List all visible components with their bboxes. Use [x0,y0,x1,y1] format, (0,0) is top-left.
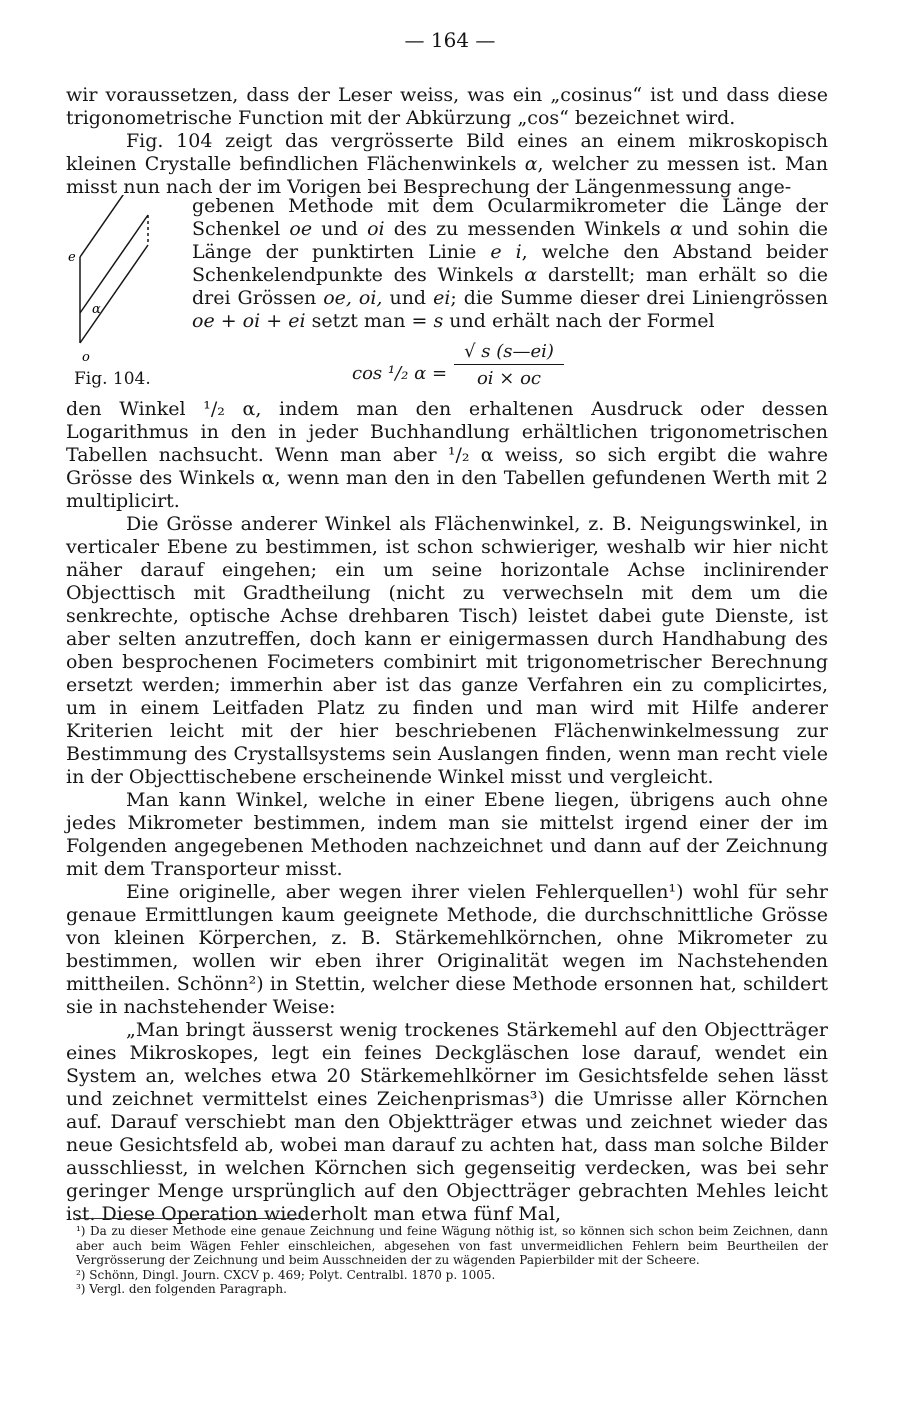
label-o: o [82,350,90,365]
text-block-main [66,398,828,1226]
paragraph: wir voraussetzen, dass der Leser weiss, was ein „cosinus“ ist und dass diese trigonometrische Function mit der Abkürzung „cos“ bezeichnet wird. [66,84,828,129]
figure-caption: Fig. 104. [74,369,151,389]
paragraph: Die Grösse anderer Winkel als Flächenwinkel, z. B. Neigungswinkel, in verticaler Ebene zu bestimmen, ist schon schwieriger, weshalb wir hier nicht näher darauf eingehen; ein um seine horizontale Achse inclinirender Objecttisch mit Gradtheilung (nicht zu verwechseln mit dem um die senkrechte, optische Achse drehbaren Tisch) leistet dabei gute Dienste, ist aber selten anzutreffen, doch kann er einigermassen durch Handhabung des oben besprochenen Focimeters combinirt mit trigonometrischer Berechnung ersetzt werden; immerhin aber ist das ganze Verfahren ein zu complicirtes, um in einem Leitfaden Platz zu finden und man wird mit Hilfe anderer Kriterien leicht mit der hier beschriebenen Flächenwinkelmessung zur Bestimmung des Crystallsystems sein Auslangen finden, wenn man recht viele in der Objecttischebene erscheinende Winkel misst und vergleicht. [66,513,828,788]
footnote-divider [76,1218,304,1219]
formula-lhs: cos ¹/₂ α = [352,363,448,384]
footnote: ³) Vergl. den folgenden Paragraph. [76,1282,287,1296]
paragraph: Man kann Winkel, welche in einer Ebene liegen, übrigens auch ohne jedes Mikrometer bestimmen, indem man sie mittelst irgend einer der im Folgenden angegebenen Methoden nachzeichnet und dann auf der Zeichnung mit dem Transporteur misst. [66,789,828,880]
figure-104-block [66,195,828,395]
label-alpha: α [92,302,101,317]
footnotes [76,1224,828,1297]
formula-fraction [454,341,564,389]
footnote: ²) Schönn, Dingl. Journ. CXCV p. 469; Polyt. Centralbl. 1870 p. 1005. [76,1267,496,1282]
paragraph: „Man bringt äusserst wenig trockenes Stärkemehl auf den Objectträger eines Mikroskopes, legt ein feines Deckgläschen lose darauf, wendet ein System an, welches etwa 20 Stärkemehlkörner im Gesichtsfelde sehen lässt und zeichnet vermittelst eines Zeichenprismas³) die Umrisse aller Körnchen auf. Darauf verschiebt man den Objektträger etwas und zeichnet wieder das neue Gesichtsfeld ab, wobei man darauf zu achten hat, dass man solche Bilder ausschliesst, in welchen Körnchen sich gegenseitig verdecken, was bei sehr geringer Menge ursprünglich auf den Objectträger gebrachten Mehles leicht ist. Diese Operation wiederholt man etwa fünf Mal, [66,1019,828,1225]
text-block-top [66,84,828,199]
paragraph: Eine originelle, aber wegen ihrer vielen Fehlerquellen¹) wohl für sehr genaue Ermittlungen kaum geeignete Methode, die durchschnittliche Grösse von kleinen Körperchen, z. B. Stärkemehlkörnchen, ohne Mikrometer zu bestimmen, wollen wir eben ihrer Originalität wegen im Nachstehenden mittheilen. Schönn²) in Stettin, welcher diese Methode ersonnen hat, schildert sie in nachstehender Weise: [66,881,828,1018]
paragraph-continued: gebenen Methode mit dem Ocularmikrometer die Länge der Schenkel oe und oi des zu messenden Winkels α und sohin die Länge der punktirten Linie e i, welche den Abstand beider Schenkelendpunkte des Winkels α darstellt; man erhält so die drei Grössen oe, oi, und ei; die Summe dieser drei Liniengrössen oe + oi + ei setzt man = s und erhält nach der Formel [192,195,829,332]
formula-denominator: oi × oc [476,368,542,389]
paragraph: den Winkel ¹/₂ α, indem man den erhaltenen Ausdruck oder dessen Logarithmus in den in jeder Buchhandlung erhältlichen trigonometrischen Tabellen nachsucht. Wenn man aber ¹/₂ α weiss, so sich ergibt die wahre Grösse des Winkels α, wenn man den in den Tabellen gefundenen Werth mit 2 multiplicirt. [66,398,828,512]
label-e: e [68,250,76,265]
formula-numerator: √ s (s—ei) [454,341,564,365]
figure-104-diagram [66,195,186,365]
paragraph: Fig. 104 zeigt das vergrösserte Bild eines an einem mikroskopisch kleinen Crystalle befindlichen Flächenwinkels α, welcher zu messen ist. Man misst nun nach der im Vorigen bei Besprechung der Längenmessung ange- [66,130,828,198]
page-number: — 164 — [404,28,496,52]
footnote: ¹) Da zu dieser Methode eine genaue Zeichnung und feine Wägung nöthig ist, so können sich schon beim Zeichnen, dann aber auch beim Wägen Fehler einschleichen, abgesehen von fast unvermeidlichen Fehlern beim Beurtheilen der Vergrösserung der Zeichnung und beim Ausschneiden der zu wägenden Papierbilder mit der Scheere. [76,1224,828,1267]
